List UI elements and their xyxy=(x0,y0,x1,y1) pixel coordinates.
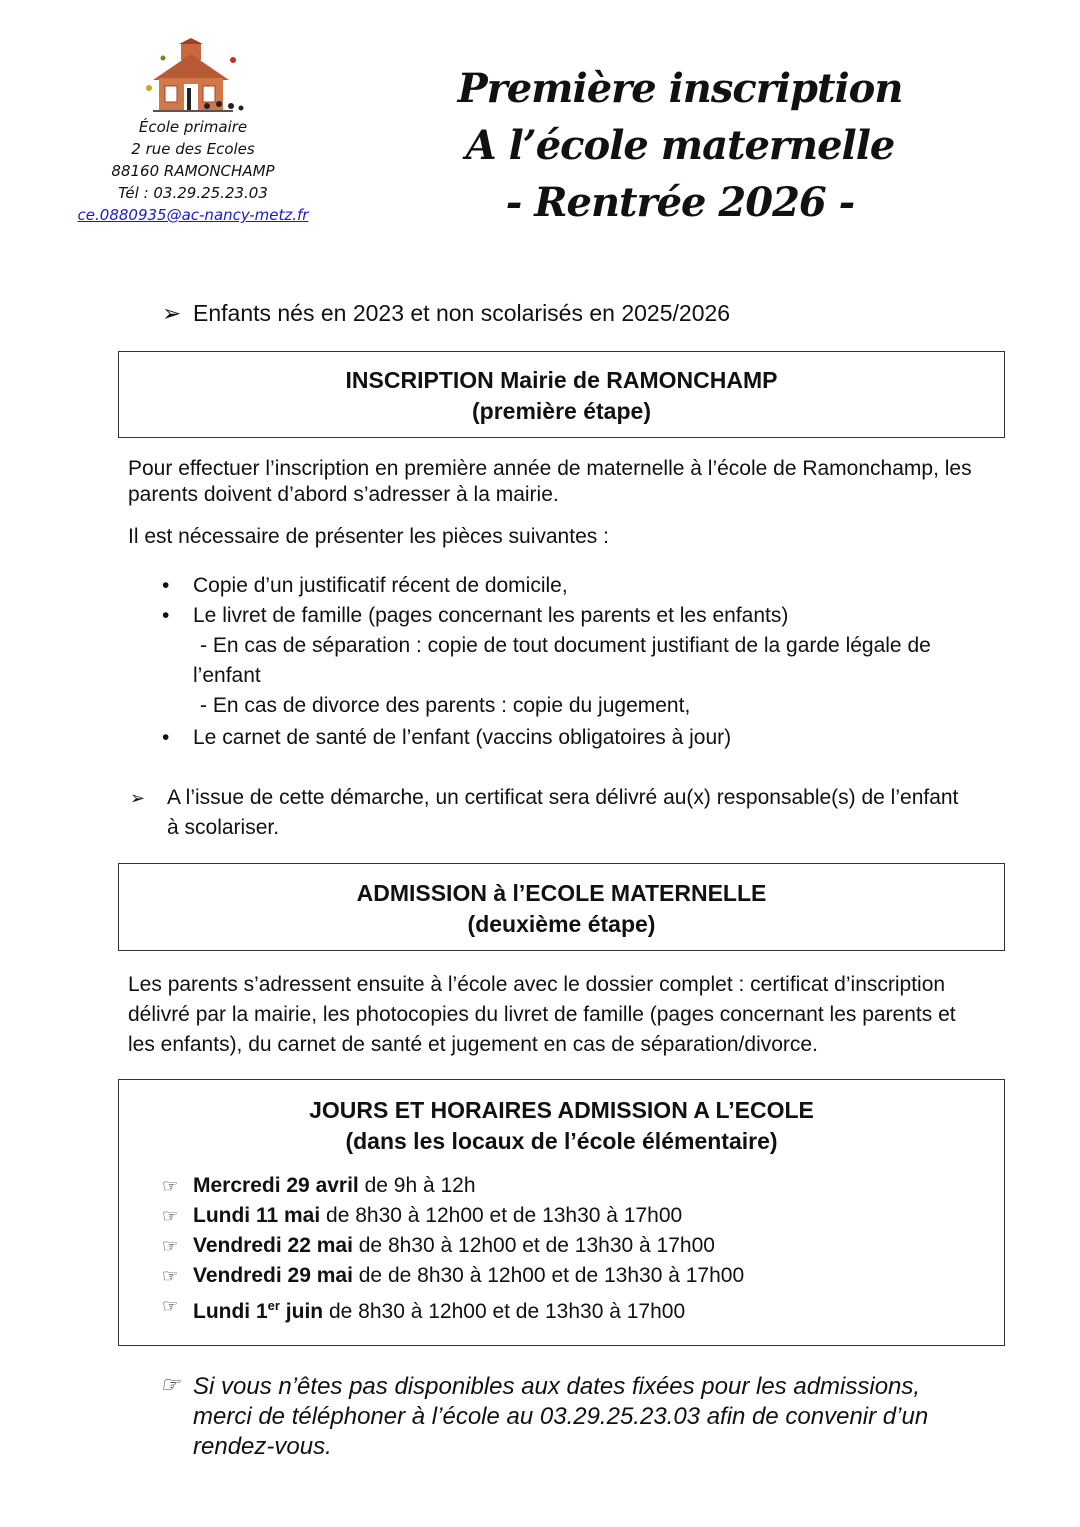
schedule-item xyxy=(162,1231,744,1261)
pointing-hand-icon: ☞ xyxy=(162,1206,179,1226)
bullet-item: Copie d’un justificatif récent de domicile, xyxy=(193,574,568,597)
pointing-hand-icon: ☞ xyxy=(162,1176,179,1196)
note-line: rendez-vous. xyxy=(193,1433,332,1460)
step1-box xyxy=(118,351,1005,438)
bullet-icon: • xyxy=(162,574,170,597)
step1-para xyxy=(128,456,972,508)
title-line: - Rentrée 2026 - xyxy=(505,179,855,226)
step1-subtitle: (première étape) xyxy=(472,398,651,424)
day: juin xyxy=(279,1300,324,1323)
email-link[interactable]: ce.0880935@ac-nancy-metz.fr xyxy=(77,206,309,224)
para-line: délivré par la mairie, les photocopies du livret de famille (pages concernant les parents et xyxy=(128,1003,956,1026)
day: Lundi 11 mai xyxy=(193,1204,321,1227)
hours: de de 8h30 à 12h00 et de 13h30 à 17h00 xyxy=(352,1264,745,1287)
phone: Tél : 03.29.25.23.03 xyxy=(118,184,268,202)
pointing-hand-icon: ☞ xyxy=(162,1296,179,1316)
para-line: les enfants), du carnet de santé et jugement en cas de séparation/divorce. xyxy=(128,1033,818,1056)
sub-item: - En cas de séparation : copie de tout document justifiant de la garde légale de xyxy=(200,634,931,657)
pointing-hand-icon: ☞ xyxy=(160,1372,180,1397)
school-address xyxy=(60,116,326,226)
hours: de 8h30 à 12h00 et de 13h30 à 17h00 xyxy=(352,1234,715,1257)
sub-item-cont: l’enfant xyxy=(193,664,261,687)
schedule-item xyxy=(162,1261,744,1291)
street: 2 rue des Ecoles xyxy=(131,140,255,158)
para-line: à scolariser. xyxy=(167,816,280,839)
day: Lundi 1 xyxy=(193,1300,268,1323)
bullet-icon: • xyxy=(162,726,170,749)
para-line: A l’issue de cette démarche, un certificat sera délivré au(x) responsable(s) de l’enfant xyxy=(167,786,959,809)
schedule-list xyxy=(162,1171,744,1327)
day: Vendredi 22 mai xyxy=(193,1234,353,1257)
sub-item: - En cas de divorce des parents : copie du jugement, xyxy=(200,694,691,717)
step2-subtitle: (deuxième étape) xyxy=(467,911,656,937)
pieces-intro: Il est nécessaire de présenter les pièces suivantes : xyxy=(128,525,609,548)
title-line: A l’école maternelle xyxy=(465,122,895,169)
school-logo xyxy=(143,38,247,114)
superscript: er xyxy=(267,1298,280,1313)
arrow-icon: ➢ xyxy=(130,788,146,808)
day: Mercredi 29 avril xyxy=(193,1174,359,1197)
step2-para xyxy=(128,970,956,1060)
arrow-icon: ➢ xyxy=(162,300,182,326)
city: 88160 RAMONCHAMP xyxy=(111,162,275,180)
hours: de 8h30 à 12h00 et de 13h30 à 17h00 xyxy=(320,1204,683,1227)
para-line: Les parents s’adressent ensuite à l’école avec le dossier complet : certificat d’inscription xyxy=(128,973,946,996)
pointing-hand-icon: ☞ xyxy=(162,1266,179,1286)
intro-text: Enfants nés en 2023 et non scolarisés en 2025/2026 xyxy=(193,300,731,326)
title-line: Première inscription xyxy=(457,65,903,112)
para-line: parents doivent d’abord s’adresser à la mairie. xyxy=(128,483,559,506)
pointing-hand-icon: ☞ xyxy=(162,1236,179,1256)
step2-title: ADMISSION à l’ECOLE MATERNELLE xyxy=(356,880,767,906)
note-line: Si vous n’êtes pas disponibles aux dates fixées pour les admissions, xyxy=(193,1373,921,1400)
bullet-item: Le carnet de santé de l’enfant (vaccins obligatoires à jour) xyxy=(193,726,732,749)
schedule-item xyxy=(162,1201,744,1231)
note-text xyxy=(193,1372,928,1462)
schedule-subtitle: (dans les locaux de l’école élémentaire) xyxy=(345,1128,778,1154)
note-line: merci de téléphoner à l’école au 03.29.25.23.03 afin de convenir d’un xyxy=(193,1403,929,1430)
step1-title: INSCRIPTION Mairie de RAMONCHAMP xyxy=(345,367,778,393)
hours: de 8h30 à 12h00 et de 13h30 à 17h00 xyxy=(323,1300,686,1323)
certificate-text xyxy=(167,783,958,843)
schedule-item xyxy=(162,1171,744,1201)
page-title xyxy=(430,60,930,231)
day: Vendredi 29 mai xyxy=(193,1264,353,1287)
para-line: Pour effectuer l’inscription en première année de maternelle à l’école de Ramonchamp, les xyxy=(128,457,972,480)
bullet-icon: • xyxy=(162,604,170,627)
bullet-item: Le livret de famille (pages concernant les parents et les enfants) xyxy=(193,604,789,627)
school-name: École primaire xyxy=(138,118,248,136)
step2-box xyxy=(118,863,1005,951)
schedule-item xyxy=(162,1291,744,1327)
hours: de 9h à 12h xyxy=(358,1174,476,1197)
schedule-title: JOURS ET HORAIRES ADMISSION A L’ECOLE xyxy=(309,1097,814,1123)
